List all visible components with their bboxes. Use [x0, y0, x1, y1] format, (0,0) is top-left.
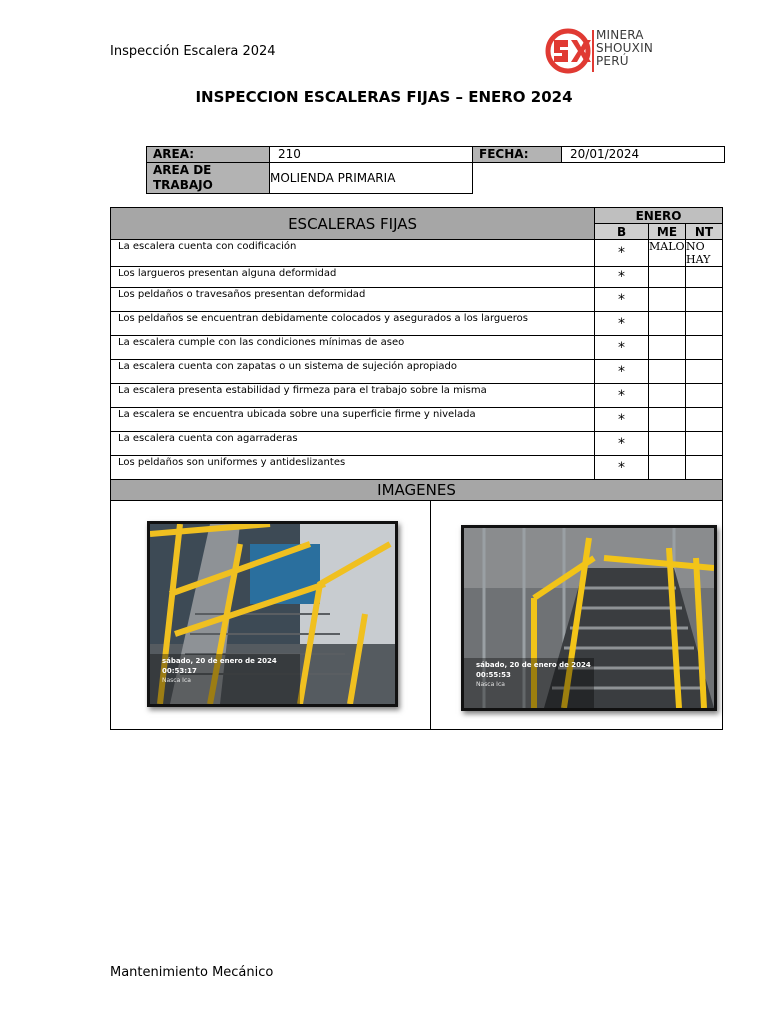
mark-b: * [595, 456, 649, 480]
table-row [111, 432, 723, 456]
logo-text: MINERA SHOUXIN PERÚ [596, 28, 654, 68]
mark-b: * [595, 267, 649, 288]
mark-b: * [595, 288, 649, 312]
company-logo [544, 26, 664, 76]
table-row [111, 456, 723, 480]
col-b-header: B [595, 224, 649, 240]
item-text: La escalera cuenta con zapatas o un sistema de sujeción apropiado [111, 360, 595, 384]
col-me-header: ME [649, 224, 686, 240]
trabajo-label: AREA DE TRABAJO [147, 163, 270, 194]
images-header: IMAGENES [111, 480, 723, 501]
logo-mark-icon [544, 26, 594, 76]
image-cell-2 [431, 501, 723, 729]
area-value: 210 [270, 147, 473, 163]
item-text: Los peldaños se encuentran debidamente colocados y asegurados a los largueros [111, 312, 595, 336]
item-text: Los peldaños son uniformes y antideslizantes [111, 456, 595, 480]
mark-b: * [595, 408, 649, 432]
table-row [111, 288, 723, 312]
table-row [111, 408, 723, 432]
item-text: Los largueros presentan alguna deformidad [111, 267, 595, 288]
header-title: Inspección Escalera 2024 [110, 44, 276, 59]
table-row [111, 312, 723, 336]
month-header: ENERO [595, 208, 723, 224]
table-row [111, 336, 723, 360]
item-text: La escalera cuenta con agarraderas [111, 432, 595, 456]
trabajo-value: MOLIENDA PRIMARIA [270, 163, 473, 194]
page-title: INSPECCION ESCALERAS FIJAS – ENERO 2024 [195, 88, 573, 106]
photo-1-timestamp: sábado, 20 de enero de 2024 00:53:17 Nasca Ica [162, 657, 277, 684]
stair-photo-1 [147, 521, 398, 707]
mark-b: * [595, 312, 649, 336]
mark-b: * [595, 432, 649, 456]
col-nt-header: NT [685, 224, 722, 240]
item-text: La escalera se encuentra ubicada sobre una superficie firme y nivelada [111, 408, 595, 432]
fecha-value: 20/01/2024 [562, 147, 725, 163]
mark-b: * [595, 240, 649, 267]
checklist-table [110, 207, 723, 730]
item-text: La escalera cuenta con codificación [111, 240, 595, 267]
item-text: La escalera cumple con las condiciones mínimas de aseo [111, 336, 595, 360]
fecha-label: FECHA: [473, 147, 562, 163]
table-row [111, 240, 723, 267]
info-table [146, 146, 725, 194]
footer-text: Mantenimiento Mecánico [110, 965, 274, 980]
image-cell-1 [111, 501, 431, 729]
item-text: La escalera presenta estabilidad y firmeza para el trabajo sobre la misma [111, 384, 595, 408]
mark-b: * [595, 336, 649, 360]
stair-photo-2 [461, 525, 717, 711]
mark-nt: NO HAY [685, 240, 722, 267]
mark-b: * [595, 360, 649, 384]
item-text: Los peldaños o travesaños presentan deformidad [111, 288, 595, 312]
photo-2-timestamp: sábado, 20 de enero de 2024 00:55:53 Nasca Ica [476, 661, 591, 688]
area-label: AREA: [147, 147, 270, 163]
table-row [111, 267, 723, 288]
mark-b: * [595, 384, 649, 408]
table-row [111, 384, 723, 408]
table-row [111, 360, 723, 384]
checklist-title: ESCALERAS FIJAS [111, 208, 595, 240]
mark-me: MALO [649, 240, 686, 267]
